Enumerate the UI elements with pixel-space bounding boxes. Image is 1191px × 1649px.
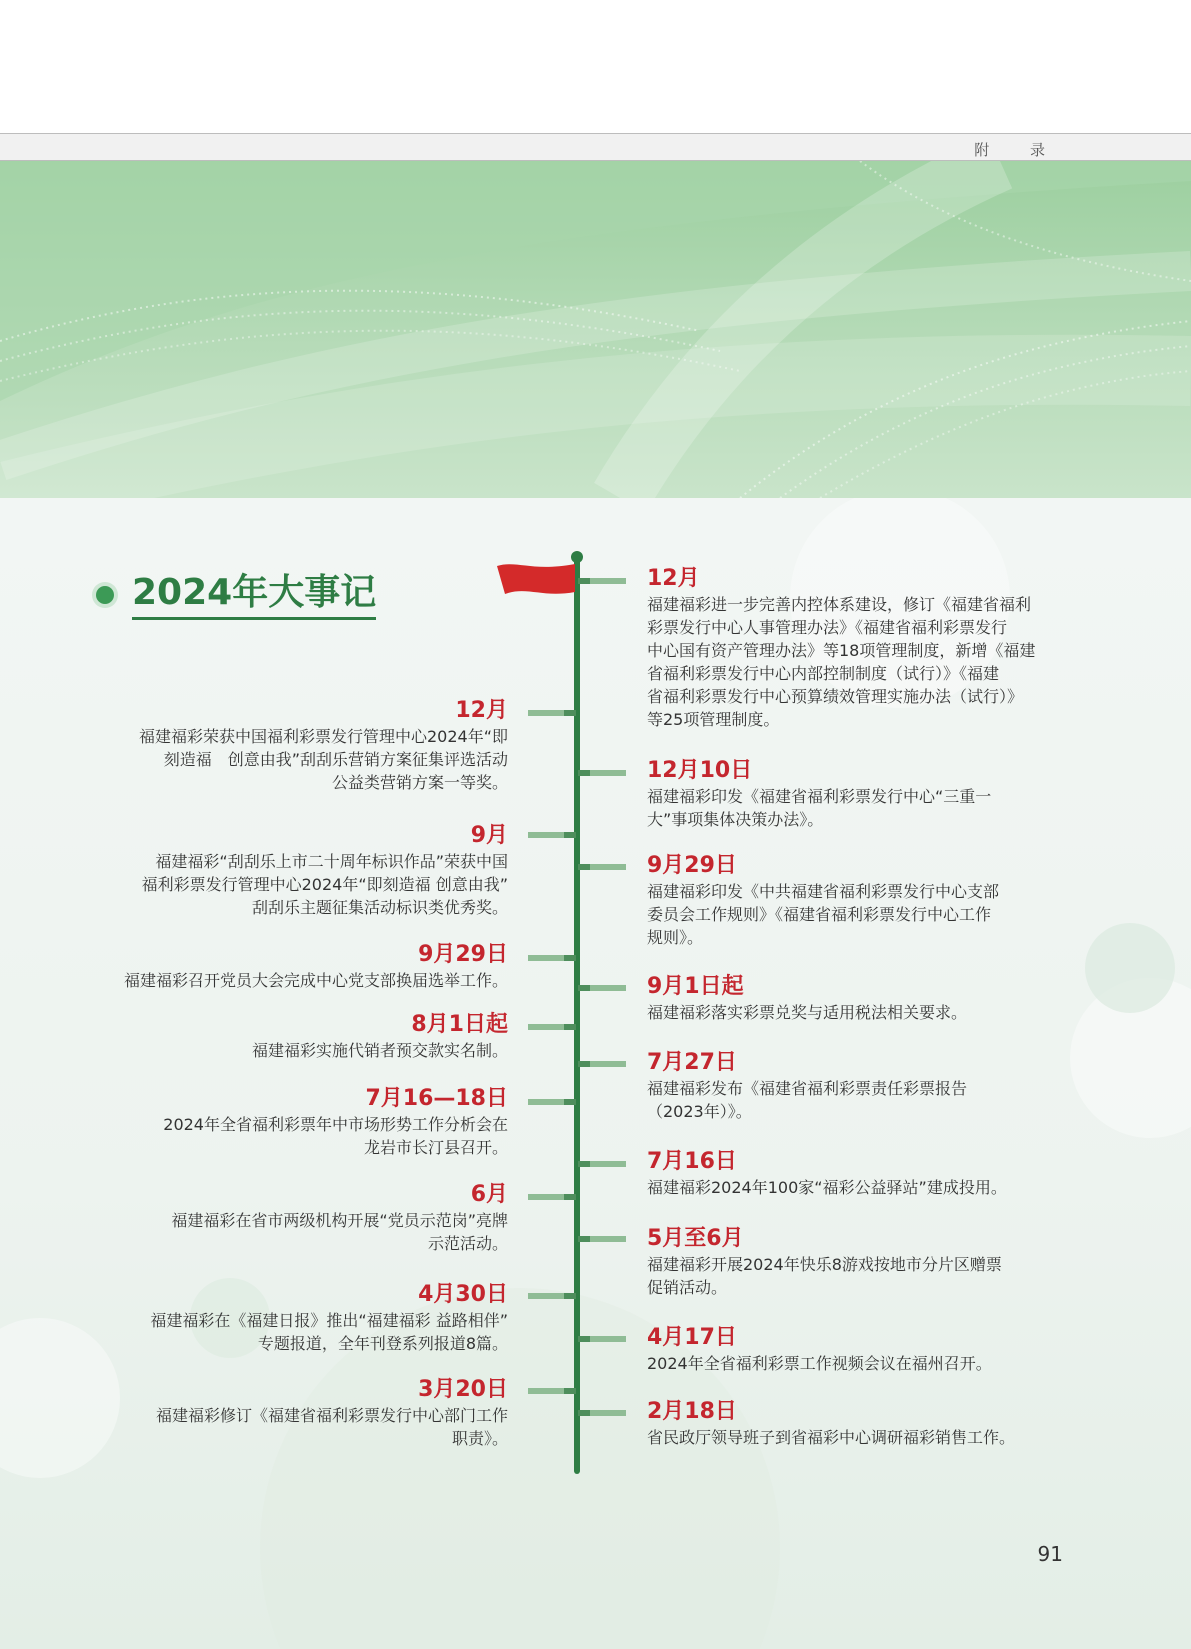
timeline-event-right	[647, 1148, 1067, 1199]
timeline-event-right	[647, 565, 1067, 731]
event-date: 12月	[647, 566, 700, 591]
event-text: 福建福彩修订《福建省福利彩票发行中心部门工作 职责》。	[155, 1406, 508, 1448]
event-text: 2024年全省福利彩票年中市场形势工作分析会在 龙岩市长汀县召开。	[163, 1115, 508, 1157]
section-label: 附 录	[974, 141, 1063, 159]
event-text: 福建福彩印发《中共福建省福利彩票发行中心支部 委员会工作规则》《福建省福利彩票发行中心工作 规则》。	[647, 882, 1000, 947]
timeline-tick	[578, 985, 626, 991]
timeline-tick	[578, 864, 626, 870]
banner-waves	[0, 161, 1191, 498]
event-text: 福建福彩2024年100家“福彩公益驿站”建成投用。	[647, 1178, 1007, 1197]
event-date: 12月	[455, 698, 508, 723]
timeline-event-left	[88, 1011, 508, 1062]
timeline-event-left	[88, 1181, 508, 1255]
event-date: 7月27日	[647, 1050, 737, 1075]
timeline-event-right	[647, 852, 1067, 949]
timeline-tick	[528, 1194, 576, 1200]
event-text: 福建福彩“刮刮乐上市二十周年标识作品”荣获中国 福利彩票发行管理中心2024年“即刻造福 创意由我” 刮刮乐主题征集活动标识类优秀奖。	[141, 852, 508, 917]
timeline-tick	[528, 832, 576, 838]
event-date: 2月18日	[647, 1399, 737, 1424]
red-flag-icon	[497, 560, 577, 600]
timeline-event-right	[647, 757, 1067, 831]
event-date: 9月1日起	[647, 974, 744, 999]
event-date: 12月10日	[647, 758, 753, 783]
timeline-tick	[578, 1236, 626, 1242]
bullet-dot-icon	[96, 586, 114, 604]
timeline-event-right	[647, 1225, 1067, 1299]
timeline-tick	[528, 710, 576, 716]
timeline-tick	[578, 770, 626, 776]
timeline-event-right	[647, 1049, 1067, 1123]
event-text: 福建福彩印发《福建省福利彩票发行中心“三重一 大”事项集体决策办法》。	[647, 787, 992, 829]
section-header-bar	[0, 133, 1191, 161]
timeline-tick	[578, 1161, 626, 1167]
event-text: 福建福彩落实彩票兑奖与适用税法相关要求。	[647, 1003, 968, 1022]
timeline-event-left	[88, 1376, 508, 1450]
event-date: 6月	[470, 1182, 508, 1207]
timeline-tick	[528, 955, 576, 961]
event-text: 省民政厅领导班子到省福彩中心调研福彩销售工作。	[647, 1428, 1016, 1447]
timeline-event-left	[88, 1281, 508, 1355]
event-text: 福建福彩发布《福建省福利彩票责任彩票报告 （2023年）》。	[647, 1079, 968, 1121]
event-date: 3月20日	[418, 1377, 508, 1402]
event-date: 9月29日	[418, 942, 508, 967]
event-text: 福建福彩荣获中国福利彩票发行管理中心2024年“即 刻造福 创意由我”刮刮乐营销方案征集评选活动 公益类营销方案一等奖。	[138, 727, 508, 792]
event-date: 9月	[470, 823, 508, 848]
timeline-event-left	[88, 1085, 508, 1159]
timeline-event-left	[88, 697, 508, 794]
event-text: 福建福彩召开党员大会完成中心党支部换届选举工作。	[123, 971, 508, 990]
page-number: 91	[1037, 1542, 1063, 1566]
event-text: 福建福彩在省市两级机构开展“党员示范岗”亮牌 示范活动。	[171, 1211, 508, 1253]
timeline-tick	[578, 1336, 626, 1342]
section-title	[96, 570, 376, 620]
timeline-tick	[578, 1410, 626, 1416]
event-text: 福建福彩开展2024年快乐8游戏按地市分片区赠票 促销活动。	[647, 1255, 1002, 1297]
timeline-event-right	[647, 1398, 1067, 1449]
event-text: 福建福彩在《福建日报》推出“福建福彩 益路相伴” 专题报道，全年刊登系列报道8篇。	[150, 1311, 508, 1353]
timeline-tick	[528, 1388, 576, 1394]
top-margin	[0, 0, 1191, 133]
timeline-tick	[578, 578, 626, 584]
timeline-event-left	[88, 822, 508, 919]
timeline-event-right	[647, 1324, 1067, 1375]
timeline-tick	[528, 1293, 576, 1299]
event-date: 7月16日	[647, 1149, 737, 1174]
event-date: 7月16—18日	[365, 1086, 508, 1111]
event-date: 5月至6月	[647, 1226, 744, 1251]
event-date: 9月29日	[647, 853, 737, 878]
timeline-tick	[528, 1024, 576, 1030]
event-date: 8月1日起	[411, 1012, 508, 1037]
event-text: 福建福彩实施代销者预交款实名制。	[251, 1041, 508, 1060]
timeline-tick	[528, 1099, 576, 1105]
timeline-event-right	[647, 973, 1067, 1024]
event-date: 4月30日	[418, 1282, 508, 1307]
event-text: 2024年全省福利彩票工作视频会议在福州召开。	[647, 1354, 992, 1373]
page-title: 2024年大事记	[132, 571, 376, 620]
timeline-tick	[578, 1061, 626, 1067]
event-text: 福建福彩进一步完善内控体系建设，修订《福建省福利 彩票发行中心人事管理办法》《福建省福利彩票发行 中心国有资产管理办法》等18项管理制度，新增《福建 省福利彩票发行中心内部控制制度（试行）》《福建 省福利彩票发行中心预算绩效管理实施办法（试行）》 等25项管理制度。	[647, 595, 1036, 729]
event-date: 4月17日	[647, 1325, 737, 1350]
decorative-banner	[0, 161, 1191, 498]
timeline-event-left	[88, 941, 508, 992]
